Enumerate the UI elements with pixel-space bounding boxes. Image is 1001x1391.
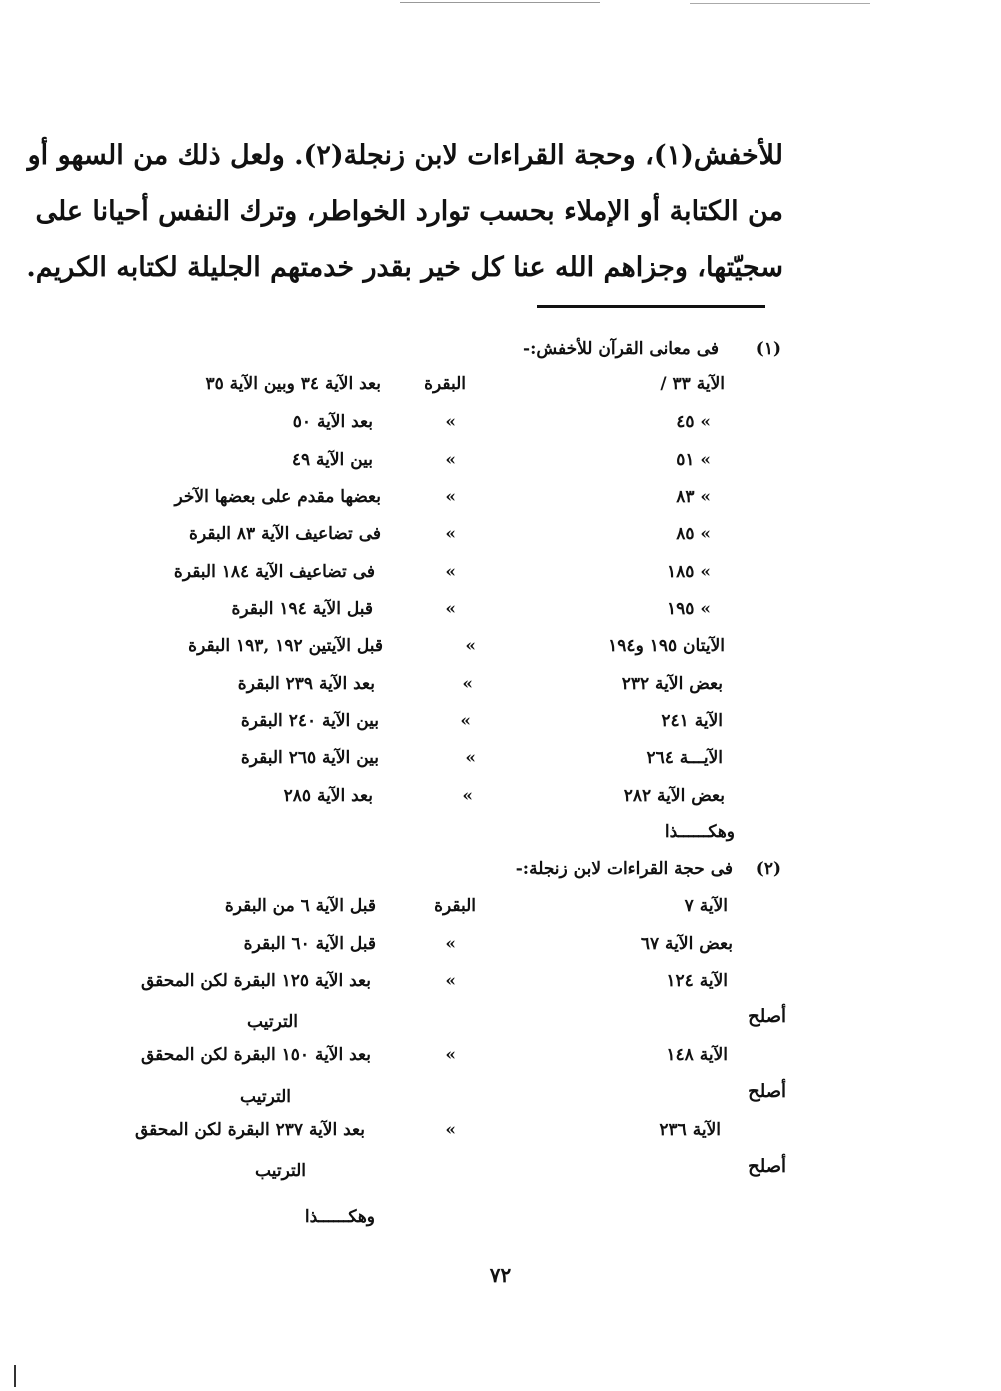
fn2-islah-2: أصلح <box>748 1081 786 1102</box>
body-paragraph <box>26 128 783 296</box>
top-edge-line-right <box>690 3 870 4</box>
fn2-row-4-verse: الآية ١٤٨ <box>666 1045 728 1065</box>
fn2-row-1-note: قبل الآية ٦ من البقرة <box>224 896 376 916</box>
fn2-islah-1: أصلح <box>748 1006 786 1027</box>
fn1-row-3-surah: » <box>445 450 456 470</box>
fn1-row-10-surah: » <box>460 711 471 731</box>
fn2-row-5-note: بعد الآية ٢٣٧ البقرة لكن المحقق <box>134 1120 365 1140</box>
fn1-row-10-note: بين الآية ٢٤٠ البقرة <box>240 711 379 731</box>
fn1-row-5-note: فى تضاعيف الآية ٨٣ البقرة <box>189 524 381 544</box>
fn2-row-2-verse: بعض الآية ٦٧ <box>640 934 733 954</box>
fn1-row-2-verse: » ٤٥ <box>676 412 711 432</box>
footnote-2-number: (٢) <box>755 859 781 879</box>
body-line-3: سجيّتها، وجزاهم الله عنا كل خير بقدر خدمتهم الجليلة لكتابه الكريم. <box>26 252 783 283</box>
fn1-row-2-note: بعد الآية ٥٠ <box>292 412 373 432</box>
fn1-row-12-surah: » <box>462 786 473 806</box>
fn1-row-8-surah: » <box>465 636 476 656</box>
footnote-1-heading: فى معانى القرآن للأخفش:- <box>523 339 719 359</box>
fn2-tartib-2: الترتيب <box>240 1087 291 1107</box>
body-line-1: للأخفش(١)، وحجة القراءات لابن زنجلة(٢). ولعل ذلك من السهو أو <box>27 140 783 171</box>
fn1-row-9-surah: » <box>462 674 473 694</box>
fn2-row-1-surah: البقرة <box>434 896 476 916</box>
fn2-row-2-note: قبل الآية ٦٠ البقرة <box>243 934 376 954</box>
fn1-row-8-note: قبل الآيتين ١٩٢ ,١٩٣ البقرة <box>188 636 383 656</box>
top-edge-line <box>400 2 600 3</box>
fn1-closing: وهكــــــذا <box>664 822 735 842</box>
fn1-row-11-surah: » <box>465 748 476 768</box>
fn1-row-5-surah: » <box>445 524 456 544</box>
fn2-row-5-surah: » <box>445 1120 456 1140</box>
fn2-closing: وهكــــــذا <box>304 1207 375 1227</box>
fn1-row-10-verse: الآية ٢٤١ <box>661 711 723 731</box>
fn2-tartib-1: الترتيب <box>247 1012 298 1032</box>
fn2-row-4-note: بعد الآية ١٥٠ البقرة لكن المحقق <box>140 1045 371 1065</box>
fn2-row-5-verse: الآية ٢٣٦ <box>659 1120 721 1140</box>
fn2-row-3-surah: » <box>445 971 456 991</box>
fn1-row-7-verse: » ١٩٥ <box>667 599 711 619</box>
footnote-1-number: (١) <box>755 339 781 359</box>
fn1-row-12-note: بعد الآية ٢٨٥ <box>283 786 373 806</box>
fn1-row-5-verse: » ٨٥ <box>676 524 711 544</box>
fn2-row-4-surah: » <box>445 1045 456 1065</box>
fn1-row-11-verse: الآيـــة ٢٦٤ <box>646 748 723 768</box>
fn1-row-3-note: بين الآية ٤٩ <box>291 450 373 470</box>
body-line-2: من الكتابة أو الإملاء بحسب توارد الخواطر، وترك النفس أحيانا على <box>35 196 783 227</box>
fn2-row-2-surah: » <box>445 934 456 954</box>
fn1-row-4-surah: » <box>445 487 456 507</box>
fn1-row-6-note: فى تضاعيف الآية ١٨٤ البقرة <box>173 562 375 582</box>
fn1-row-7-surah: » <box>445 599 456 619</box>
fn1-row-1-surah: البقرة <box>424 374 466 394</box>
footnote-separator <box>537 305 765 308</box>
page-number: ٧٢ <box>489 1263 512 1287</box>
fn1-row-11-note: بين الآية ٢٦٥ البقرة <box>240 748 379 768</box>
fn1-row-9-note: بعد الآية ٢٣٩ البقرة <box>237 674 375 694</box>
fn1-row-9-verse: بعض الآية ٢٣٢ <box>621 674 723 694</box>
fn2-row-3-note: بعد الآية ١٢٥ البقرة لكن المحقق <box>140 971 371 991</box>
fn1-row-3-verse: » ٥١ <box>676 450 711 470</box>
fn2-islah-3: أصلح <box>748 1156 786 1177</box>
fn1-row-4-note: بعضها مقدم على بعضها الآخر <box>174 487 381 507</box>
fn1-row-4-verse: » ٨٣ <box>676 487 711 507</box>
fn1-row-6-surah: » <box>445 562 456 582</box>
fn2-row-1-verse: الآية ٧ <box>684 896 728 916</box>
fn1-row-1-note: بعد الآية ٣٤ وبين الآية ٣٥ <box>205 374 381 394</box>
scan-edge-mark <box>14 1365 16 1387</box>
fn1-row-12-verse: بعض الآية ٢٨٢ <box>623 786 725 806</box>
fn2-row-3-verse: الآية ١٢٤ <box>666 971 728 991</box>
fn1-row-8-verse: الآيتان ١٩٥ و١٩٤ <box>608 636 725 656</box>
fn1-row-7-note: قبل الآية ١٩٤ البقرة <box>231 599 373 619</box>
fn1-row-1-verse: الآية ٣٣ / <box>660 374 725 394</box>
fn1-row-6-verse: » ١٨٥ <box>667 562 711 582</box>
fn2-tartib-3: الترتيب <box>255 1161 306 1181</box>
fn1-row-2-surah: » <box>445 412 456 432</box>
footnote-2-heading: فى حجة القراءات لابن زنجلة:- <box>515 859 733 879</box>
